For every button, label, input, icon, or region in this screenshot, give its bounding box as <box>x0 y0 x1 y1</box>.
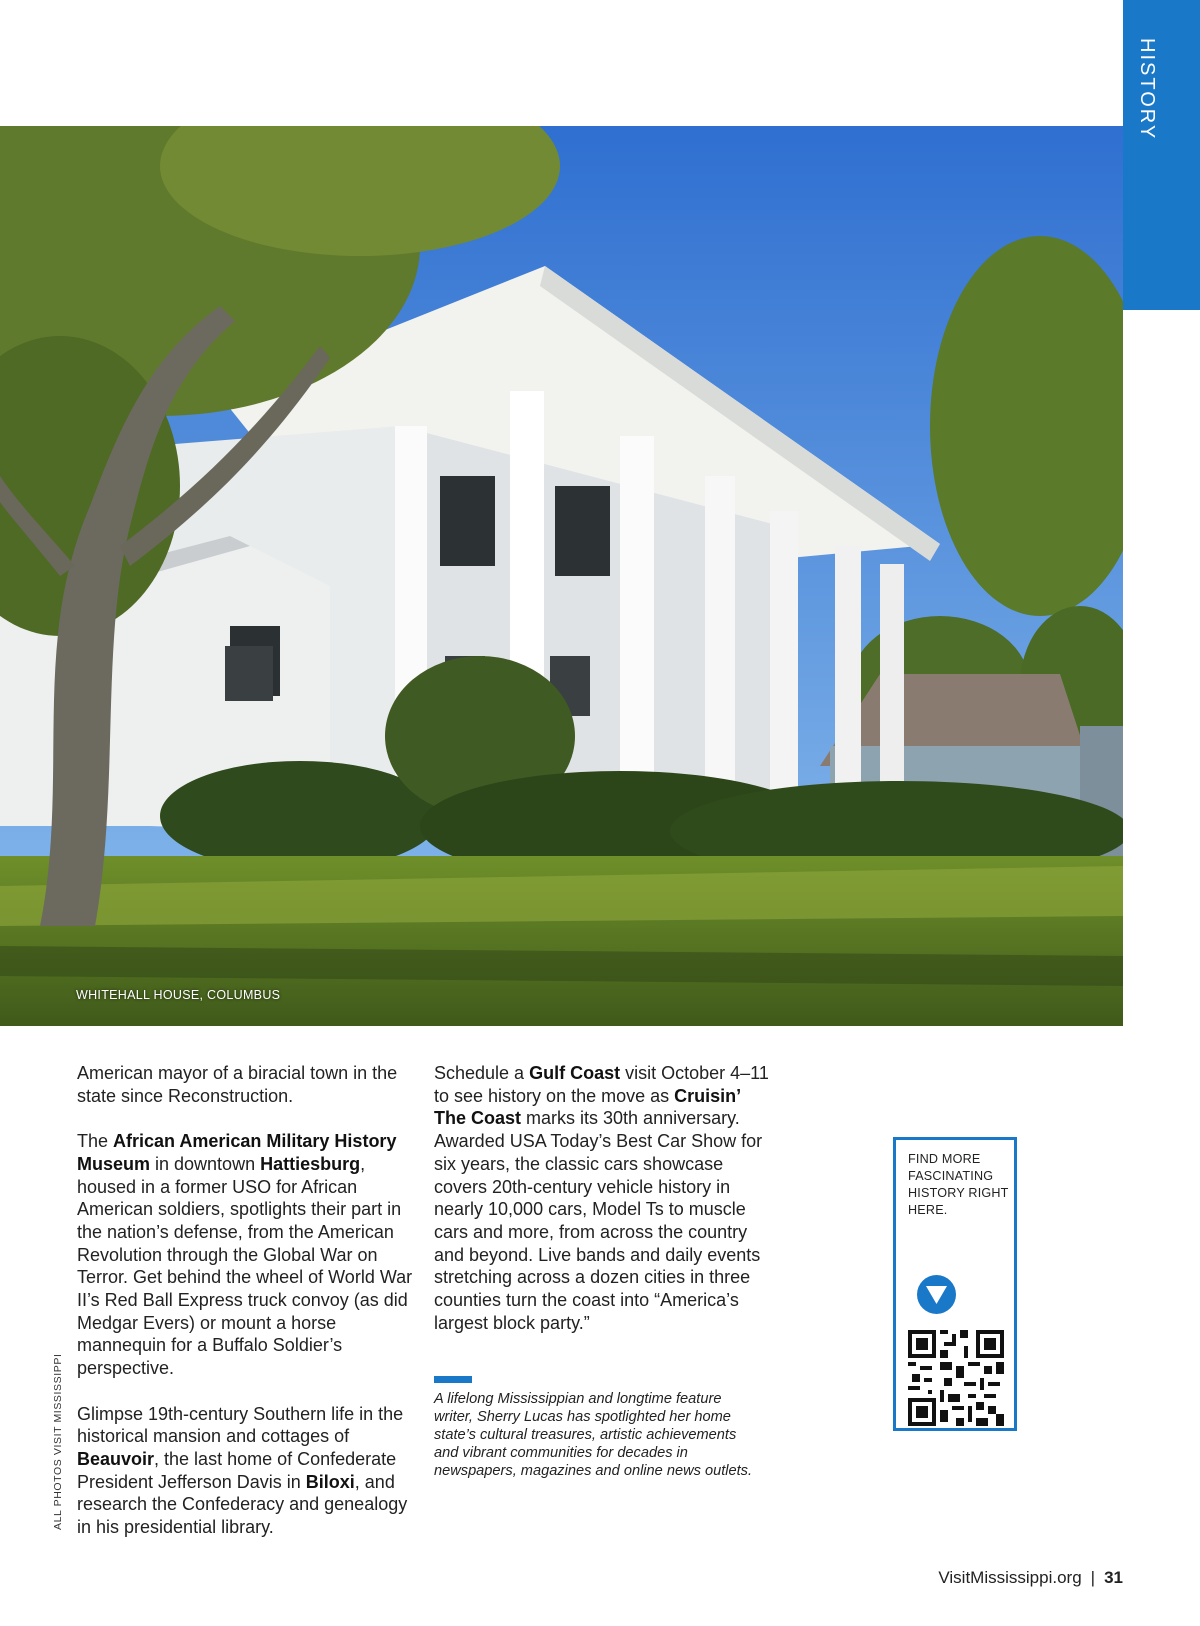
page-footer <box>938 1568 1123 1588</box>
section-tab-label: HISTORY <box>1136 38 1158 141</box>
cta-text: FIND MORE FASCINATING HISTORY RIGHT HERE. <box>908 1152 1009 1217</box>
author-bio: A lifelong Mississippian and longtime feature writer, Sherry Lucas has spotlighted her home state’s cultural treasures, artistic achievements and vibrant communities for decades in newspapers, magazines and online news outlets. <box>434 1391 753 1479</box>
left-column <box>77 1062 417 1561</box>
right-column <box>434 1062 774 1357</box>
left-paragraph-2: The African American Military History Museum in downtown Hattiesburg, housed in a former USO for African American soldiers, spotlights their part in the nation’s defense, from the American Revolution through the Global War on Terror. Get behind the wheel of World War II’s Red Ball Express truck convoy (as did Medgar Evers) or mount a horse mannequin for a Buffalo Soldier’s perspective. <box>77 1131 413 1379</box>
page-number: 31 <box>1104 1568 1123 1587</box>
history-cta-box[interactable] <box>893 1137 1017 1431</box>
photo-caption: WHITEHALL HOUSE, COLUMBUS <box>76 988 281 1002</box>
feature-photo <box>0 126 1123 1026</box>
footer-site-link[interactable]: VisitMississippi.org <box>938 1568 1082 1587</box>
qr-code-icon[interactable] <box>908 1330 1004 1426</box>
left-paragraph-3: Glimpse 19th-century Southern life in the historical mansion and cottages of Beauvoir, the last home of Confederate President Jefferson Davis in Biloxi, and research the Confederacy and genealogy in his presidential library. <box>77 1403 408 1538</box>
photo-credit: ALL PHOTOS VISIT MISSISSIPPI <box>52 1353 64 1530</box>
bio-divider <box>434 1376 472 1383</box>
right-paragraph-1: Schedule a Gulf Coast visit October 4–11 to see history on the move as Cruisin’ The Coast marks its 30th anniversary. Awarded USA Today’s Best Car Show for six years, the classic cars showcase covers 20th-century vehicle history in nearly 10,000 cars, Model Ts to muscle cars and more, from across the country and beyond. Live bands and daily events stretching across a dozen cities in three counties turn the coast into “America’s largest block party.” <box>434 1063 769 1333</box>
down-arrow-icon <box>917 1275 956 1314</box>
footer-separator: | <box>1090 1568 1096 1587</box>
left-paragraph-1: American mayor of a biracial town in the state since Reconstruction. <box>77 1063 398 1106</box>
